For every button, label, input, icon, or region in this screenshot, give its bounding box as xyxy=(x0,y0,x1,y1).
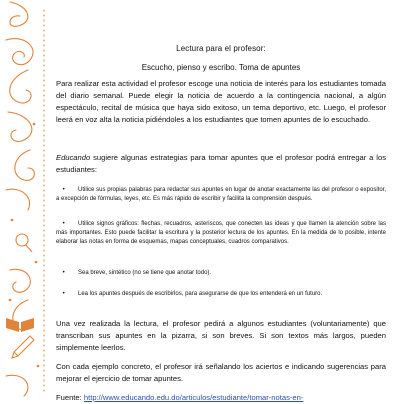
list-item xyxy=(56,186,386,204)
paragraph-reading: Una vez realizada la lectura, el profesor pedirá a algunos estudiantes (voluntariamente) que transcriban sus apuntes en la pizarra, si son breves. Si son textos más largos, pueden simplemente leerlos. xyxy=(56,319,386,352)
paragraph-strategies xyxy=(56,152,386,176)
bullet-icon: • xyxy=(56,291,65,297)
brand-educando: Educando xyxy=(56,153,91,162)
magnifier-icon xyxy=(16,234,32,252)
source-line xyxy=(56,392,386,404)
list-item xyxy=(56,220,386,247)
list-item-text: Utilice signos gráficos: flechas, recuadros, asteriscos, que conecten las ideas y que llamen la atención sobre las más importantes. Esto puede facilitar la escritura y la posterior lectura de los apuntes. En la medida de lo posible, intente elaborar las notas en forma de esquemas, mapas conceptuales, cuadros comparativos. xyxy=(56,221,386,245)
document-page xyxy=(56,0,386,400)
document-subtitle: Escucho, pienso y escribo. Toma de apuntes xyxy=(141,63,301,72)
bullet-icon: • xyxy=(56,221,65,227)
bullet-icon: • xyxy=(56,187,65,193)
source-link[interactable]: http://www.educando.edu.do/articulos/estudiante/tomar-notas-en- xyxy=(83,393,304,402)
bullet-icon: • xyxy=(56,270,65,276)
paragraph-strategies-text: sugiere algunas estrategias para tomar apuntes que el profesor podrá entregar a los estudiantes: xyxy=(56,153,386,174)
list-item-text: Sea breve, sintético (no se tiene que anotar todo). xyxy=(78,270,212,276)
list-item-text: Utilice sus propias palabras para redactar sus apuntes en lugar de anotar exactamente las del profesor o expositor, a excepción de fórmulas, leyes, etc. Es más rápido de escribir y facilita la comprensión después. xyxy=(56,187,386,202)
paragraph-intro: Para realizar esta actividad el profesor escoge una noticia de interés para los estudiantes tomada del diario semanal. Puede elegir la noticia de acuerdo a la contingencia nacional, a algún espectáculo, recital de música que haya sido exitoso, un tema deportivo, etc. Luego, el profesor leerá en voz alta la noticia pidiéndoles a los estudiantes que tomen apuntes de lo escuchado. xyxy=(56,79,386,124)
decorative-border xyxy=(0,0,52,400)
document-title: Lectura para el profesor: xyxy=(176,44,266,53)
paragraph-feedback: Con cada ejemplo concreto, el profesor irá señalando los aciertos e indicando sugerencias para mejorar el ejercicio de tomar apuntes. xyxy=(56,362,386,383)
list-item xyxy=(56,269,386,278)
pencil-icon xyxy=(12,336,34,358)
source-label: Fuente: xyxy=(56,393,84,402)
book-icon xyxy=(6,318,34,332)
list-item-text: Lea los apuntes después de escribirlos, para asegurarse de que los entenderá en un futuro. xyxy=(78,291,323,297)
list-item xyxy=(56,290,386,299)
